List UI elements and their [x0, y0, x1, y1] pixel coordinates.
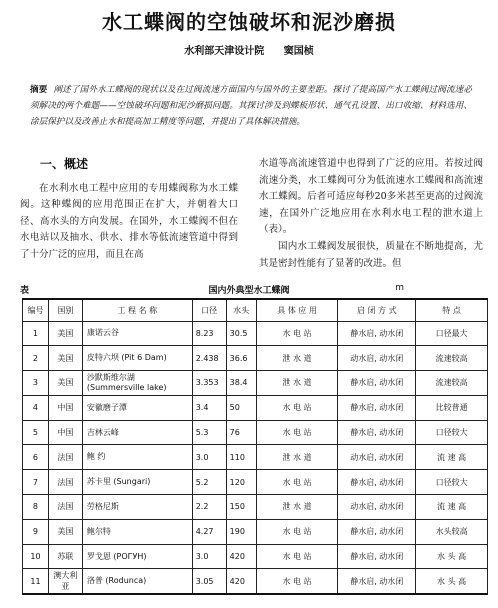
- table-cell: 6: [23, 445, 49, 470]
- table-cell: 苏卡里 (Sungari): [82, 470, 192, 495]
- table-row: [23, 544, 488, 569]
- table-cell: 9: [23, 519, 49, 544]
- table-cell: 30.5: [226, 321, 256, 346]
- table-cell: 泄 水 道: [256, 445, 338, 470]
- table-cell: 美国: [48, 371, 82, 396]
- table-cell: 50: [226, 395, 256, 420]
- table-cell: 36.6: [226, 346, 256, 371]
- table-cell: 190: [226, 519, 256, 544]
- table-cell: 水 电 站: [256, 420, 338, 445]
- table-cell: 美国: [48, 346, 82, 371]
- table-unit: m: [395, 283, 404, 293]
- table-cell: 150: [226, 495, 256, 520]
- table-cell: 水 头 高: [416, 544, 488, 569]
- table-row: [23, 420, 488, 445]
- table-cell: 澳大利亚: [48, 569, 82, 594]
- table-cell: 流 速 高: [416, 445, 488, 470]
- table-cell: 沙默斯维尔湖 (Summersville lake): [82, 371, 192, 396]
- table-cell: 静水启, 动水闭: [338, 470, 416, 495]
- table-cell: 流速较高: [416, 371, 488, 396]
- table-cell: 动水启, 动水闭: [338, 445, 416, 470]
- butterfly-valve-table: [22, 298, 488, 595]
- table-cell: 水 电 站: [256, 544, 338, 569]
- table-cell: 1: [23, 321, 49, 346]
- table-cell: 5.3: [192, 420, 226, 445]
- table-title: 国内外典型水工蝶阀: [208, 286, 290, 296]
- table-cell: 静水启, 动水闭: [338, 371, 416, 396]
- table-cell: 110: [226, 445, 256, 470]
- table-cell: 罗戈恩 (РОГУН): [82, 544, 192, 569]
- table-cell: 动水启, 动水闭: [338, 495, 416, 520]
- col-header: 编号: [23, 299, 49, 321]
- table-cell: 静水启, 动水闭: [338, 420, 416, 445]
- table-cell: 3.4: [192, 395, 226, 420]
- table-cell: 法国: [48, 495, 82, 520]
- table-cell: 鲍尔特: [82, 519, 192, 544]
- abstract: [30, 82, 472, 130]
- table-cell: 苏联: [48, 544, 82, 569]
- article-title: 水工蝶阀的空蚀破坏和泥沙磨损: [102, 10, 396, 34]
- col-header: 启 闭 方 式: [338, 299, 416, 321]
- author-name: 窦国桢: [283, 46, 314, 57]
- table-cell: 2: [23, 346, 49, 371]
- table-cell: 静水启, 动水闭: [338, 321, 416, 346]
- table-cell: 水头较高: [416, 519, 488, 544]
- col-header: 口径: [192, 299, 226, 321]
- table-cell: 口径最大: [416, 321, 488, 346]
- paragraph-continued: 水道等高流速管道中也得到了广泛的应用。若按过阀流速分类，水工蝶阀可分为低流速水工蝶阀和高流速水工蝶阀。后者可适应每秒20多米甚至更高的过阀流速，在国外广泛地应用在水利水电工程的泄水道上（表）。: [259, 158, 483, 236]
- table-cell: 4: [23, 395, 49, 420]
- table-cell: 水 电 站: [256, 395, 338, 420]
- table-row: [23, 569, 488, 594]
- right-column: [259, 156, 483, 272]
- table-cell: 2.438: [192, 346, 226, 371]
- col-header: 具 体 应 用: [256, 299, 338, 321]
- table-cell: 3.0: [192, 544, 226, 569]
- table-cell: 静水启, 动水闭: [338, 544, 416, 569]
- table-caption-bar: [14, 281, 484, 299]
- table-cell: 比较普通: [416, 395, 488, 420]
- abstract-label: 摘要: [30, 85, 48, 95]
- table-cell: 法国: [48, 470, 82, 495]
- table-cell: 3.0: [192, 445, 226, 470]
- table-row: [23, 519, 488, 544]
- table-cell: 吉林云峰: [82, 420, 192, 445]
- author-line: [0, 42, 498, 57]
- table-cell: 76: [226, 420, 256, 445]
- table-row: [23, 346, 488, 371]
- left-column: [20, 152, 238, 264]
- table-row: [23, 445, 488, 470]
- table-cell: 120: [226, 470, 256, 495]
- table-cell: 8: [23, 495, 49, 520]
- table-cell: 劳格尼斯: [82, 495, 192, 520]
- col-header: 水头: [226, 299, 256, 321]
- table-cell: 中国: [48, 395, 82, 420]
- table-cell: 5.2: [192, 470, 226, 495]
- table-cell: 泄 水 道: [256, 371, 338, 396]
- table-cell: 鲍 约: [82, 445, 192, 470]
- table-row: [23, 395, 488, 420]
- table-cell: 皮特六坝 (Pit 6 Dam): [82, 346, 192, 371]
- col-header: 特 点: [416, 299, 488, 321]
- table-cell: 水 电 站: [256, 569, 338, 594]
- table-cell: 法国: [48, 445, 82, 470]
- table-row: [23, 371, 488, 396]
- table-cell: 中国: [48, 420, 82, 445]
- table-cell: 水 头 高: [416, 569, 488, 594]
- table-cell: 泄 水 道: [256, 346, 338, 371]
- table-cell: 3.353: [192, 371, 226, 396]
- table-cell: 7: [23, 470, 49, 495]
- table-cell: 安徽磨子潭: [82, 395, 192, 420]
- table-cell: 3: [23, 371, 49, 396]
- table-cell: 流 速 高: [416, 495, 488, 520]
- table-cell: 流速较高: [416, 346, 488, 371]
- table-label: 表: [20, 286, 30, 296]
- table-cell: 5: [23, 420, 49, 445]
- section-heading: 一、概述: [40, 157, 89, 171]
- table-cell: 420: [226, 569, 256, 594]
- table-cell: 动水启, 动水闭: [338, 346, 416, 371]
- table-cell: 泄 水 道: [256, 495, 338, 520]
- col-header: 工 程 名 称: [82, 299, 192, 321]
- table-cell: 美国: [48, 519, 82, 544]
- col-header: 国别: [48, 299, 82, 321]
- table-cell: 康诺云谷: [82, 321, 192, 346]
- table-cell: 10: [23, 544, 49, 569]
- table-cell: 口径较大: [416, 470, 488, 495]
- table-cell: 洛普 (Rodunca): [82, 569, 192, 594]
- table-cell: 3.05: [192, 569, 226, 594]
- table-cell: 420: [226, 544, 256, 569]
- paragraph: 国内水工蝶阀发展很快，质量在不断地提高，尤其是密封性能有了显著的改进。但: [259, 240, 483, 269]
- abstract-text: 阐述了国外水工蝶阀的现状以及在过阀流速方面国内与国外的主要差距。探讨了提高国产水工蝶阀过阀流速必须解决的两个难题——空蚀破坏问题和泥沙磨损问题。其探讨涉及到蝶板形状、通气孔设置、出口收缩、材料选用、涂层保护以及改善止水和提高加工精度等问题，并提出了具体解决措施。: [30, 85, 472, 127]
- table-cell: 4.27: [192, 519, 226, 544]
- table-cell: 口径较大: [416, 420, 488, 445]
- table-cell: 11: [23, 569, 49, 594]
- table-cell: 静水启, 动水闭: [338, 395, 416, 420]
- table-cell: 水 电 站: [256, 519, 338, 544]
- table-row: [23, 495, 488, 520]
- table-cell: 水 电 站: [256, 321, 338, 346]
- table-row: [23, 321, 488, 346]
- table-cell: 8.23: [192, 321, 226, 346]
- paragraph: 在水利水电工程中应用的专用蝶阀称为水工蝶阀。这种蝶阀的应用范围正在扩大，并朝着大口径、高水头的方向发展。在国外，水工蝶阀不但在水电站以及抽水、供水、排水等低流速管道中得到了十分广泛的应用，而且在高: [20, 182, 238, 260]
- table-cell: 美国: [48, 321, 82, 346]
- table-cell: 水 电 站: [256, 470, 338, 495]
- table-cell: 静水启, 动水闭: [338, 569, 416, 594]
- table-row: [23, 470, 488, 495]
- author-affiliation: 水利部天津设计院: [184, 46, 265, 57]
- table-cell: 38.4: [226, 371, 256, 396]
- table-header-row: [23, 299, 488, 321]
- table-cell: 2.2: [192, 495, 226, 520]
- table-cell: 静水启, 动水闭: [338, 519, 416, 544]
